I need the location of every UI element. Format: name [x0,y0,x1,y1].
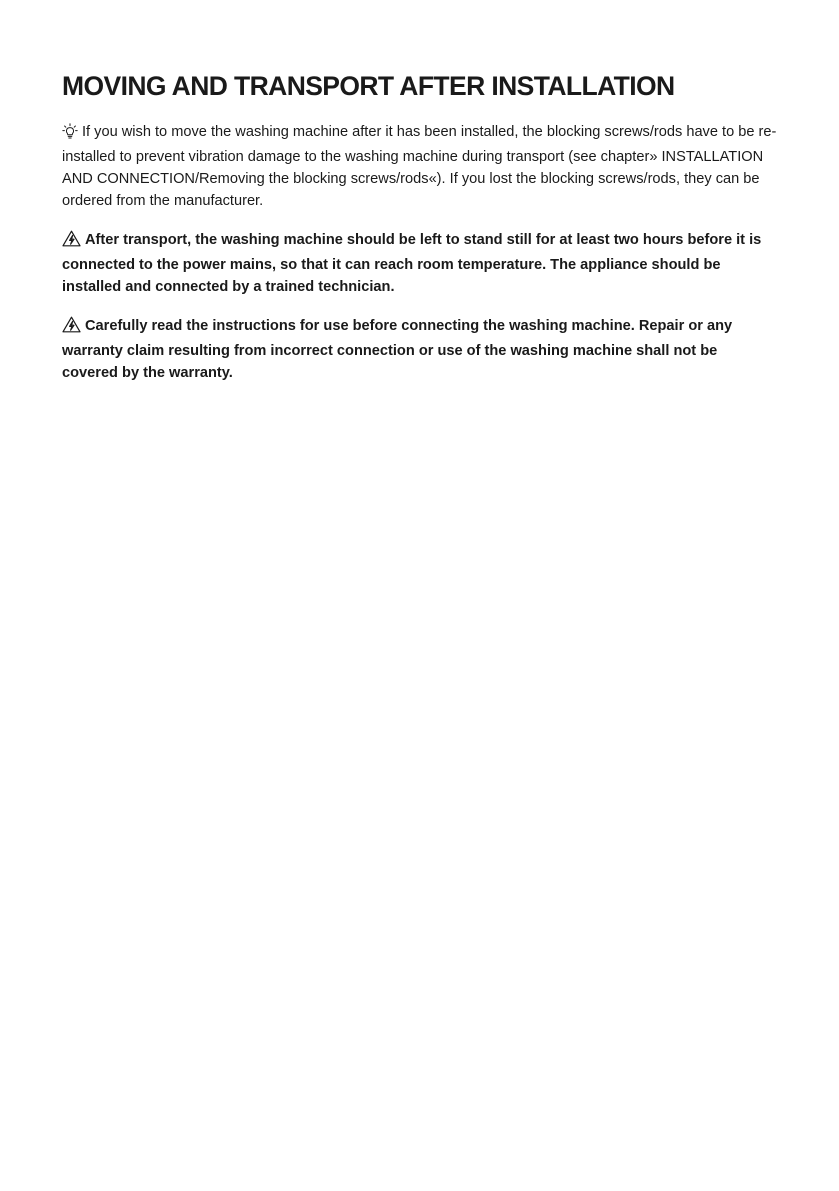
warning-text-transport: After transport, the washing machine should be left to stand still for at least two hours before it is connected to the power mains, so that it can reach room temperature. The appliance should be installed and connected by a trained technician. [62,232,762,295]
tip-paragraph [62,121,777,212]
tip-text: If you wish to move the washing machine after it has been installed, the blocking screws/rods have to be re-installed to prevent vibration damage to the washing machine during transport (see chapter» INSTALLATION AND CONNECTION/Removing the blocking screws/rods«). If you lost the blocking screws/rods, they can be ordered from the manufacturer. [62,124,777,209]
page-title: MOVING AND TRANSPORT AFTER INSTALLATION [62,71,675,101]
warning-paragraph-transport [62,229,777,298]
warning-text-instructions: Carefully read the instructions for use before connecting the washing machine. Repair or any warranty claim resulting from incorrect connection or use of the washing machine shall not be covered by the warranty. [62,318,733,381]
lightbulb-icon [62,123,78,146]
warning-triangle-icon [62,316,81,340]
warning-triangle-icon [62,230,81,254]
warning-paragraph-instructions [62,315,777,384]
